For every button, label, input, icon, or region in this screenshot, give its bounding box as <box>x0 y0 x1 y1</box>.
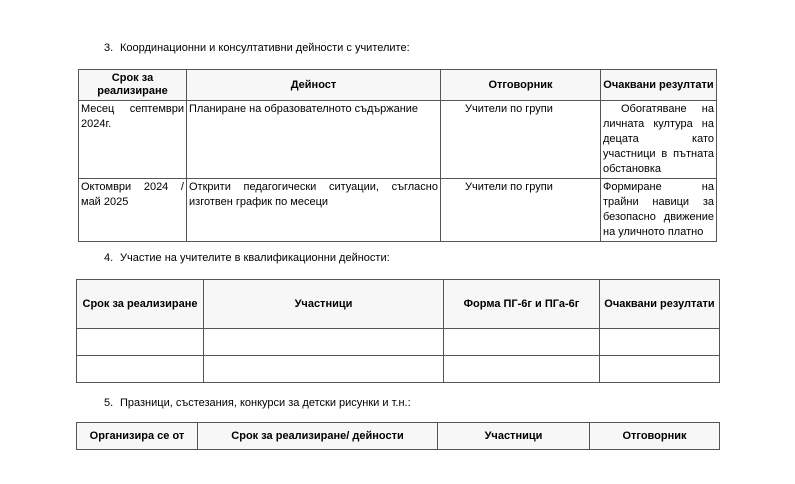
cell-term: Октомври 2024 /май 2025 <box>79 179 187 242</box>
header-participants: Участници <box>438 423 590 450</box>
header-results: Очаквани резултати <box>600 280 720 329</box>
table-row <box>77 329 720 356</box>
table-header-row <box>77 280 720 329</box>
events-table <box>76 422 720 450</box>
header-responsible: Отговорник <box>441 70 601 101</box>
coordination-table <box>78 69 717 242</box>
table-row <box>77 356 720 383</box>
section-3-title: Координационни и консултативни дейности с учителите: <box>120 42 410 54</box>
cell-responsible: Учители по групи <box>441 179 601 242</box>
header-term-activities: Срок за реализиране/ дейности <box>198 423 438 450</box>
cell-activity: Открити педагогически ситуации, съгласно изготвен график по месеци <box>187 179 441 242</box>
header-activity: Дейност <box>187 70 441 101</box>
table-row <box>79 179 717 242</box>
header-participants: Участници <box>204 280 444 329</box>
cell-activity: Планиране на образователното съдържание <box>187 101 441 179</box>
section-4-number: 4. <box>104 252 114 264</box>
table-cell <box>444 356 600 383</box>
header-term: Срок за реализиране <box>77 280 204 329</box>
section-5-heading <box>104 397 411 410</box>
qualification-table <box>76 279 720 383</box>
table-cell <box>600 356 720 383</box>
section-3-number: 3. <box>104 42 114 54</box>
section-4-heading <box>104 252 390 265</box>
section-4-title: Участие на учителите в квалификационни дейности: <box>120 252 390 264</box>
cell-responsible: Учители по групи <box>441 101 601 179</box>
table-cell <box>600 329 720 356</box>
header-term: Срок за реализиране <box>79 70 187 101</box>
table-cell <box>77 356 204 383</box>
header-form: Форма ПГ-6г и ПГа-6г <box>444 280 600 329</box>
header-responsible: Отговорник <box>590 423 720 450</box>
table-cell <box>444 329 600 356</box>
cell-result: Формиране на трайни навици за безопасно движение на уличното платно <box>601 179 717 242</box>
table-cell <box>77 329 204 356</box>
table-header-row <box>79 70 717 101</box>
section-5-title: Празници, състезания, конкурси за детски рисунки и т.н.: <box>120 397 411 409</box>
header-organizer: Организира се от <box>77 423 198 450</box>
cell-result: Обогатяване на личната култура на децата като участници в пътната обстановка <box>601 101 717 179</box>
cell-term: Месец септември 2024г. <box>79 101 187 179</box>
table-cell <box>204 356 444 383</box>
section-5-number: 5. <box>104 397 114 409</box>
table-row <box>79 101 717 179</box>
section-3-heading <box>104 42 410 55</box>
table-cell <box>204 329 444 356</box>
header-results: Очаквани резултати <box>601 70 717 101</box>
table-header-row <box>77 423 720 450</box>
